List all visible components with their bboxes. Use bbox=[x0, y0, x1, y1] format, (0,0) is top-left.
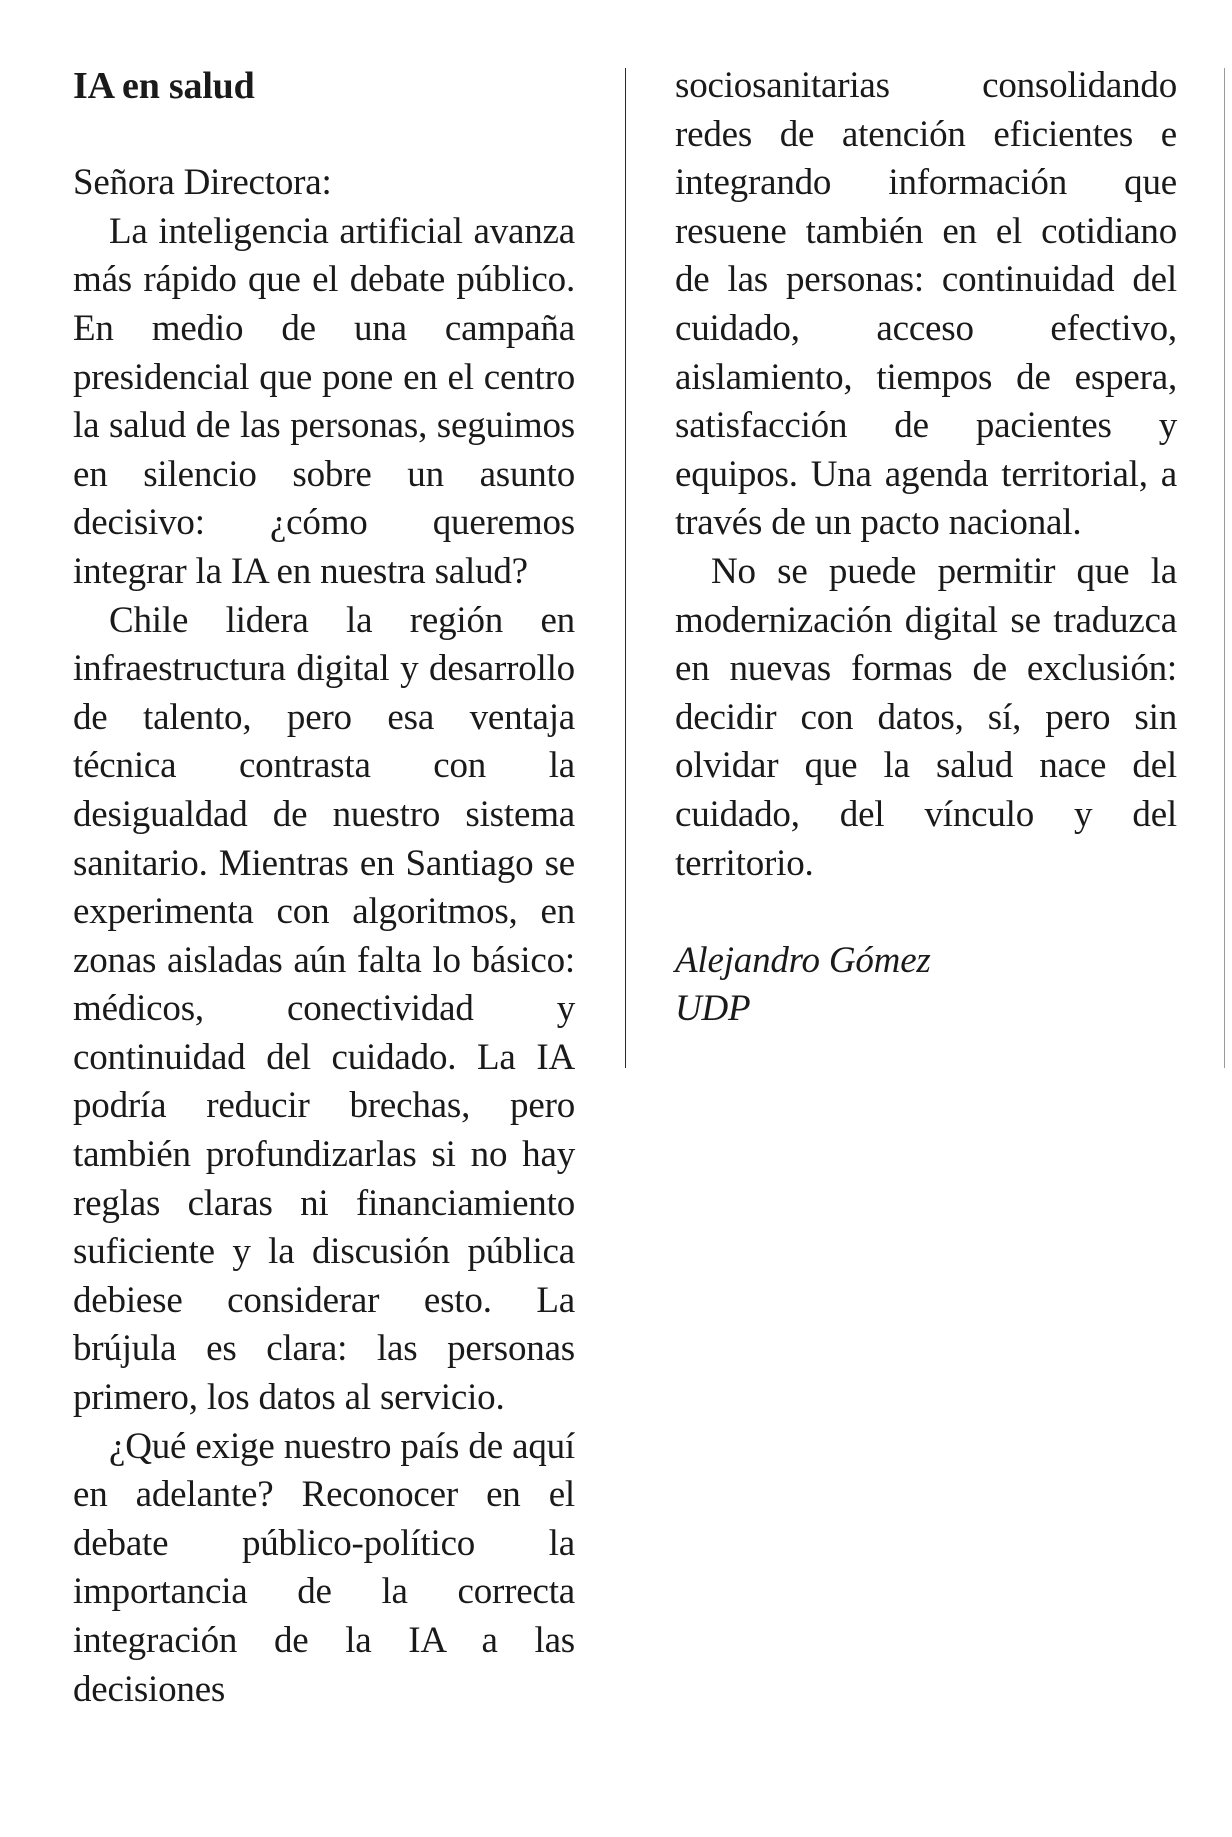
paragraph-3: ¿Qué exige nuestro país de aquí en adelante? Reconocer en el debate público-político la importancia de la correcta integración de la IA a las decisiones bbox=[73, 1425, 575, 1710]
signature-name: Alejandro Gómez bbox=[675, 939, 931, 981]
paragraph-1: La inteligencia artificial avanza más rápido que el debate público. En medio de una campaña presidencial que pone en el centro la salud de las personas, seguimos en silencio sobre un asunto decisivo: ¿cómo queremos integrar la IA en nuestra salud? bbox=[73, 210, 575, 592]
paragraph-4: No se puede permitir que la modernización digital se traduzca en nuevas formas de exclusión: decidir con datos, sí, pero sin olvidar que la salud nace del cuidado, del vínculo y del territorio. bbox=[675, 550, 1177, 884]
letter-salutation: Señora Directora: bbox=[73, 162, 332, 204]
signature-affiliation: UDP bbox=[675, 988, 751, 1030]
right-column bbox=[675, 62, 1177, 1034]
page-edge-line bbox=[1224, 68, 1225, 1068]
left-column bbox=[73, 62, 575, 1714]
paragraph-2: Chile lidera la región en infraestructura digital y desarrollo de talento, pero esa ventaja técnica contrasta con la desigualdad de nuestro sistema sanitario. Mientras en Santiago se experimenta con algoritmos, en zonas aisladas aún falta lo básico: médicos, conectividad y continuidad del cuidado. La IA podría reducir brechas, pero también profundizarlas si no hay reglas claras ni financiamiento suficiente y la discusión pública debiese considerar esto. La brújula es clara: las personas primero, los datos al servicio. bbox=[73, 599, 575, 1419]
column-divider bbox=[625, 68, 626, 1068]
signature bbox=[675, 937, 1177, 1034]
letter-title: IA en salud bbox=[73, 65, 255, 107]
paragraph-3-continued: sociosanitarias consolidando redes de atención eficientes e integrando información que resuene también en el cotidiano de las personas: continuidad del cuidado, acceso efectivo, aislamiento, tiempos de espera, satisfacción de pacientes y equipos. Una agenda territorial, a través de un pacto nacional. bbox=[675, 65, 1177, 544]
